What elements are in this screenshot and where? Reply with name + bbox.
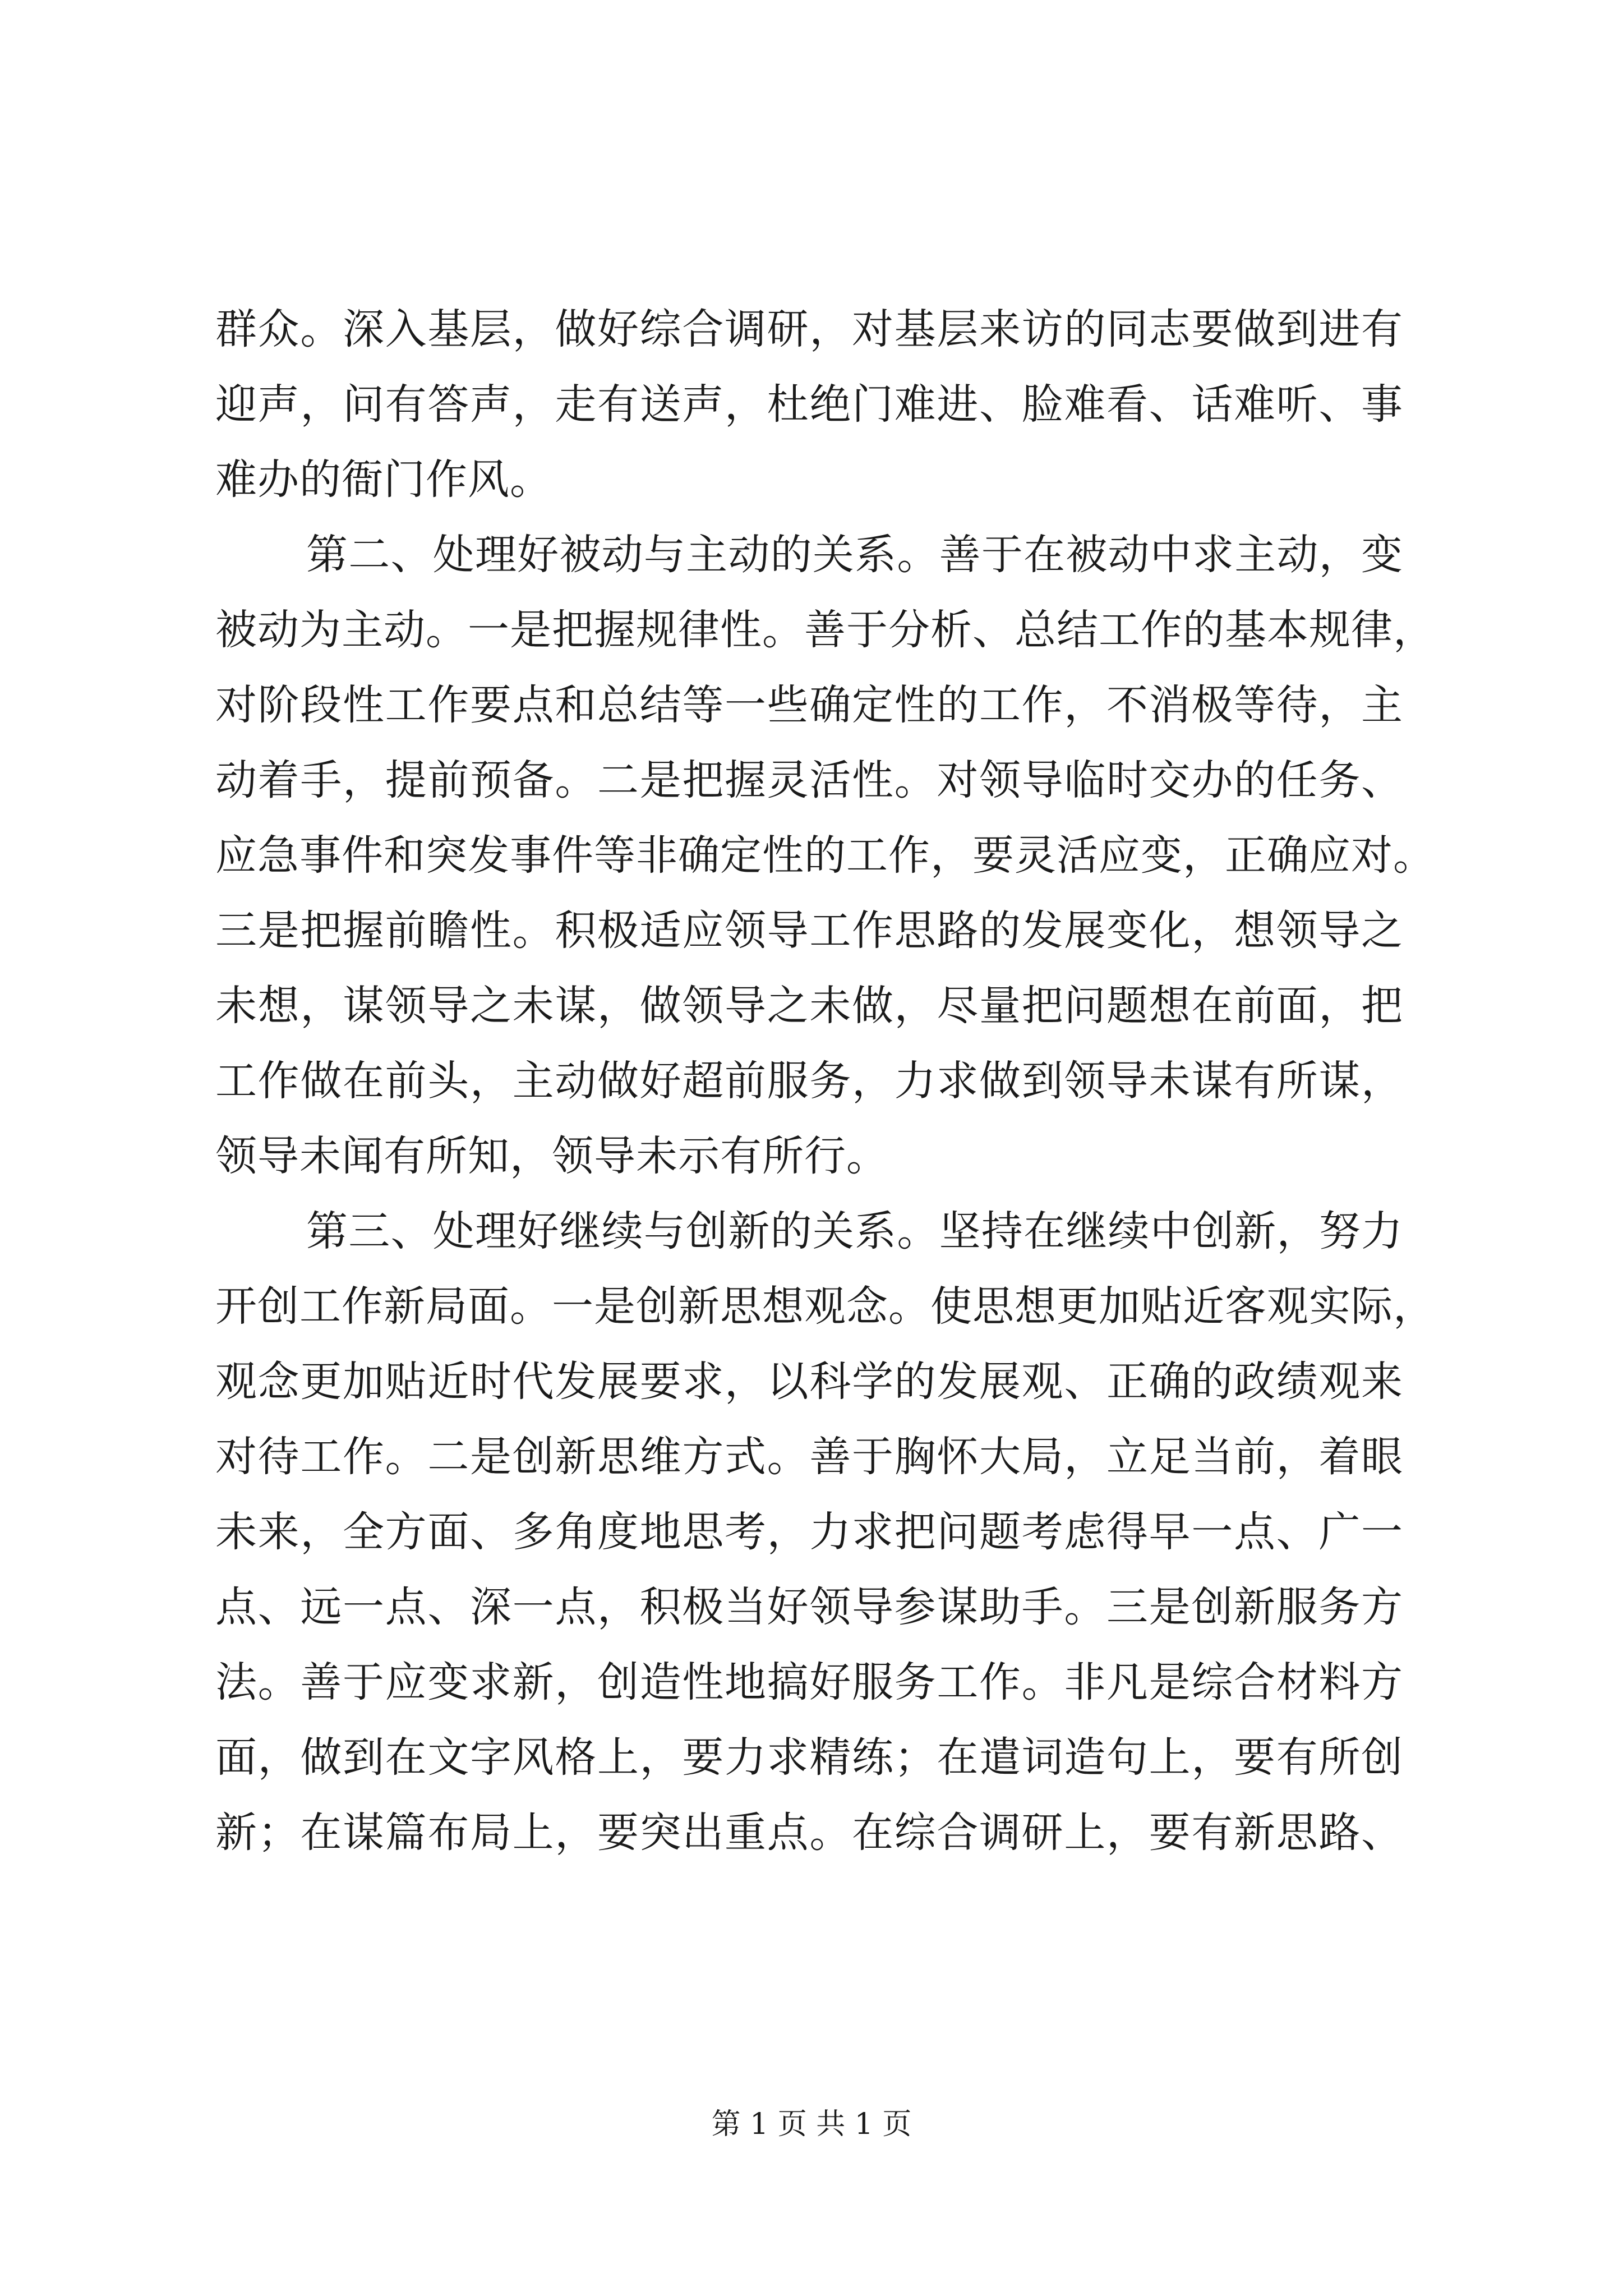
text-line: 新；在谋篇布局上，要突出重点。在综合调研上，要有新思路、 xyxy=(215,1809,1403,1857)
text-line: 被动为主动。一是把握规律性。善于分析、总结工作的基本规律， xyxy=(215,606,1435,654)
text-line: 点、远一点、深一点，积极当好领导参谋助手。三是创新服务方 xyxy=(215,1583,1403,1631)
text-line: 迎声，问有答声，走有送声，杜绝门难进、脸难看、话难听、事 xyxy=(215,380,1403,429)
text-line: 工作做在前头，主动做好超前服务，力求做到领导未谋有所谋， xyxy=(215,1057,1403,1105)
text-line: 对阶段性工作要点和总结等一些确定性的工作，不消极等待，主 xyxy=(215,681,1403,729)
text-line: 未来，全方面、多角度地思考，力求把问题考虑得早一点、广一 xyxy=(215,1508,1403,1556)
paragraph-first-line: 第三、处理好继续与创新的关系。坚持在继续中创新，努力 xyxy=(306,1207,1403,1255)
text-line: 动着手，提前预备。二是把握灵活性。对领导临时交办的任务、 xyxy=(215,756,1403,804)
text-line: 观念更加贴近时代发展要求，以科学的发展观、正确的政绩观来 xyxy=(215,1358,1403,1406)
text-line: 应急事件和突发事件等非确定性的工作，要灵活应变，正确应对。 xyxy=(215,831,1435,880)
text-line: 群众。深入基层，做好综合调研，对基层来访的同志要做到进有 xyxy=(215,305,1403,353)
text-line: 开创工作新局面。一是创新思想观念。使思想更加贴近客观实际， xyxy=(215,1282,1435,1331)
text-line: 三是把握前瞻性。积极适应领导工作思路的发展变化，想领导之 xyxy=(215,907,1403,955)
page-number: 第 1 页 共 1 页 xyxy=(711,2108,912,2141)
text-line: 领导未闻有所知，领导未示有所行。 xyxy=(215,1132,888,1180)
text-line: 未想，谋领导之未谋，做领导之未做，尽量把问题想在前面，把 xyxy=(215,982,1403,1030)
page-footer xyxy=(0,2105,1623,2144)
document-body xyxy=(215,292,1435,1870)
paragraph-first-line: 第二、处理好被动与主动的关系。善于在被动中求主动，变 xyxy=(306,531,1403,579)
text-line: 对待工作。二是创新思维方式。善于胸怀大局，立足当前，着眼 xyxy=(215,1433,1403,1481)
text-line: 面，做到在文字风格上，要力求精练；在遣词造句上，要有所创 xyxy=(215,1733,1403,1782)
text-line: 法。善于应变求新，创造性地搞好服务工作。非凡是综合材料方 xyxy=(215,1658,1403,1706)
text-line: 难办的衙门作风。 xyxy=(215,455,552,504)
